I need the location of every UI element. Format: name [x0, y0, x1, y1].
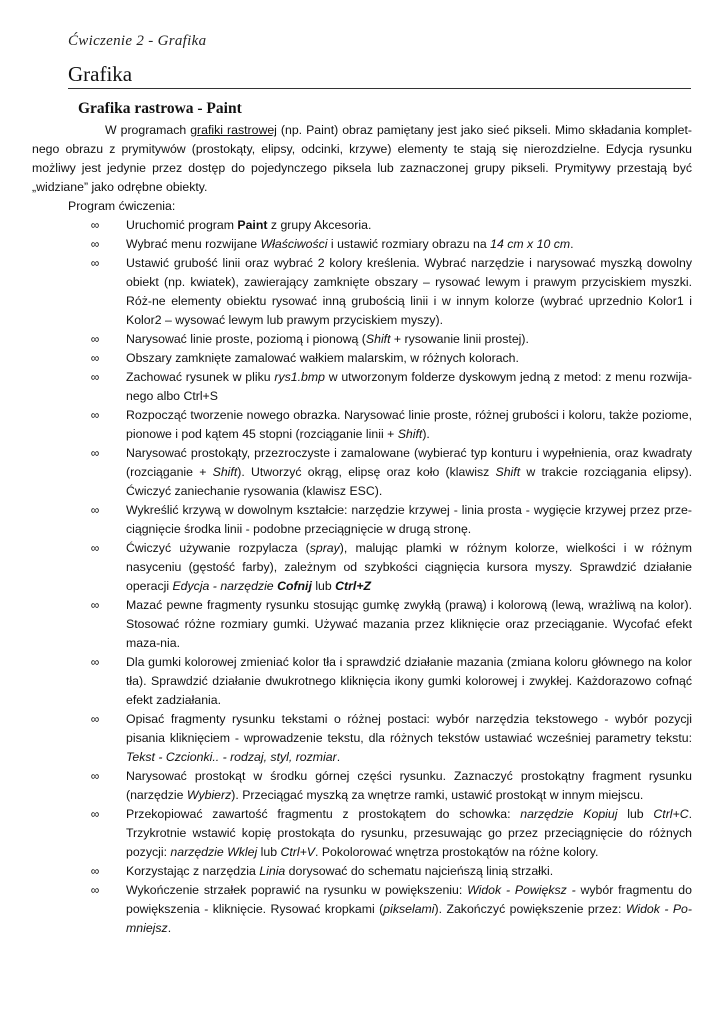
task-item [32, 216, 692, 235]
task-text: Shift [397, 427, 423, 441]
task-text: pikselami [383, 902, 435, 916]
infinity-bullet-icon: ∞ [90, 408, 100, 422]
infinity-bullet-icon: ∞ [90, 370, 100, 384]
task-text: narzędzie Wklej [170, 845, 258, 859]
task-text: Przekopiować zawartość fragmentu z prostokątem do schowka: [126, 807, 521, 821]
task-text: Właściwości [260, 237, 328, 251]
infinity-bullet-icon: ∞ [90, 864, 100, 878]
task-text: w utworzonym folderze dyskowym jedną z metod: z menu rozwija-nego albo Ctrl+S [126, 370, 692, 403]
raster-graphics-link: grafiki rastrowej [190, 123, 277, 137]
task-text: wybór fragmentu do powiększenia - kliknięcie. Rysować kropkami ( [126, 883, 692, 916]
task-text: Widok - Powiększ - [467, 883, 576, 897]
task-text: rys1.bmp [274, 370, 325, 384]
task-text: . [336, 750, 341, 764]
task-text: lub [257, 845, 281, 859]
task-text: ). [422, 427, 430, 441]
infinity-bullet-icon: ∞ [90, 256, 100, 270]
task-item [32, 254, 692, 330]
task-text: spray [309, 541, 340, 555]
task-item [32, 444, 692, 501]
task-text: . [167, 921, 172, 935]
intro-text-before: W programach [105, 123, 191, 137]
task-text: Opisać fragmenty rysunku tekstami o różnej postaci: wybór narzędzia tekstowego - wybór pozycji pisania kliknięciem - wprowadzenie tekstu, dla różnych tekstów ustawiać wcześniej parametry tekstu: [126, 712, 692, 745]
infinity-bullet-icon: ∞ [90, 655, 100, 669]
task-text: . Pokolorować wnętrza prostokątów na różne kolory. [314, 845, 599, 859]
task-text: Wykończenie strzałek poprawić na rysunku w powiększeniu: [126, 883, 468, 897]
task-list [32, 216, 692, 938]
task-text: ), malując plamki w różnym kolorze, wielkości i w różnym nasyceniu (gęstość farby), zależnym od szybkości ciągnięcia kursora myszy. Sprawdzić działanie operacji [126, 541, 692, 593]
task-text: Wykreślić krzywą w dowolnym kształcie: narzędzie krzywej - linia prosta - wygięcie krzywej przez prze-ciągnięcie środka linii - podobne przeciągnięcie w drugą stronę. [126, 503, 692, 536]
task-text: lub [311, 579, 336, 593]
infinity-bullet-icon: ∞ [90, 237, 100, 251]
task-text: i ustawić rozmiary obrazu na [327, 237, 491, 251]
intro-paragraph [32, 121, 692, 197]
running-header: Ćwiczenie 2 - Grafika [68, 33, 207, 49]
infinity-bullet-icon: ∞ [90, 883, 100, 897]
task-text: Ctrl+Z [335, 579, 372, 593]
task-text: ). Przeciągać myszką za wnętrze ramki, ustawić prostokąt w innym miejscu. [231, 788, 644, 802]
task-text: ). Zakończyć powiększenie przez: [434, 902, 626, 916]
infinity-bullet-icon: ∞ [90, 332, 100, 346]
task-item [32, 710, 692, 767]
task-text: Cofnij [277, 579, 312, 593]
task-item [32, 805, 692, 862]
task-text: w trakcie rozciągania elipsy). Ćwiczyć zaniechanie rysowania (klawisz ESC). [126, 465, 692, 498]
infinity-bullet-icon: ∞ [90, 541, 100, 555]
task-item [32, 501, 692, 539]
infinity-bullet-icon: ∞ [90, 807, 100, 821]
task-item [32, 596, 692, 653]
task-text: Edycja - narzędzie [172, 579, 278, 593]
task-text: 14 cm x 10 cm [490, 237, 571, 251]
task-text: Narysować prostokąt w środku górnej części rysunku. Zaznaczyć prostokątny fragment rysunku (narzędzie [126, 769, 692, 802]
task-text: Dla gumki kolorowej zmieniać kolor tła i sprawdzić działanie mazania (zmiana koloru głównego na kolor tła). Sprawdzić działanie dwukrotnego kliknięcia ikony gumki kolorowej i zwykłej. Każdorazowo cofnąć efekt zadziałania. [126, 655, 692, 707]
task-text: Ctrl+C [653, 807, 689, 821]
task-text: Narysować linie proste, poziomą i pionową ( [126, 332, 366, 346]
task-item [32, 653, 692, 710]
task-text: Rozpocząć tworzenie nowego obrazka. Narysować linie proste, różnej grubości i koloru, także poziome, pionowe i pod kątem 45 stopni (rozciąganie linii + [126, 408, 692, 441]
infinity-bullet-icon: ∞ [90, 598, 100, 612]
task-text: Linia [259, 864, 286, 878]
task-text: Korzystając z narzędzia [126, 864, 260, 878]
infinity-bullet-icon: ∞ [90, 712, 100, 726]
task-text: Wybrać menu rozwijane [126, 237, 261, 251]
task-text: Ćwiczyć używanie rozpylacza ( [126, 541, 310, 555]
chapter-title: Grafika [68, 62, 691, 89]
intro-text-after: (np. Paint) obraz pamiętany jest jako sieć pikseli. Mimo składania komplet-nego obrazu z prymitywów (prostokąty, elipsy, odcinki, krzywe) elementy te stają się nierozdzielne. Edycja rysunku możliwy jest jedynie przez dostęp do pojedynczego piksela lub zaznaczonej grupy pikseli. Prymitywy przestają być „widziane” jako odrębne obiekty. [32, 123, 692, 194]
task-item [32, 235, 692, 254]
task-text: Ctrl+V [280, 845, 315, 859]
section-title: Grafika rastrowa - Paint [78, 100, 242, 117]
infinity-bullet-icon: ∞ [90, 446, 100, 460]
task-item [32, 406, 692, 444]
task-item [32, 862, 692, 881]
task-text: + rysowanie linii prostej). [390, 332, 529, 346]
task-text: Mazać pewne fragmenty rysunku stosując gumkę zwykłą (prawą) i kolorową (lewą, wrażliwą na kolor). Stosować różne rozmiary gumki. Używać mazania przez kliknięcie oraz przeciąganie. Wycofać efekt maza-nia. [126, 598, 692, 650]
task-text: Shift [495, 465, 521, 479]
task-text: dorysować do schematu najcieńszą linią strzałki. [285, 864, 554, 878]
task-item [32, 767, 692, 805]
task-text: ). Utworzyć okrąg, elipsę oraz koło (klawisz [237, 465, 496, 479]
task-text: Tekst - Czcionki.. - rodzaj, styl, rozmiar [126, 750, 337, 764]
task-text: Zachować rysunek w pliku [126, 370, 275, 384]
task-item [32, 368, 692, 406]
task-text: . [570, 237, 574, 251]
infinity-bullet-icon: ∞ [90, 218, 100, 232]
task-text: Shift [365, 332, 391, 346]
task-item [32, 539, 692, 596]
task-text: narzędzie Kopiuj [520, 807, 618, 821]
task-text: Wybierz [186, 788, 232, 802]
infinity-bullet-icon: ∞ [90, 503, 100, 517]
task-text: Widok - Po-mniejsz [126, 902, 692, 935]
task-text: Uruchomić program [126, 218, 238, 232]
task-text: lub [617, 807, 654, 821]
task-text: Shift [212, 465, 238, 479]
infinity-bullet-icon: ∞ [90, 351, 100, 365]
task-item [32, 881, 692, 938]
infinity-bullet-icon: ∞ [90, 769, 100, 783]
task-text: Ustawić grubość linii oraz wybrać 2 kolory kreślenia. Wybrać narzędzie i narysować myszką dowolny obiekt (np. kwiatek), zawierający zamknięte obszary – rysować lewym i prawym przyciskiem myszki. Róż-ne elementy obiektu rysować inną grubością linii i w innym kolorze (wybrać uprzednio Kolor1 i Kolor2 – wysować lewym lub prawym przyciskiem myszy). [126, 256, 692, 327]
task-text: . Trzykrotnie wstawić kopię prostokąta do rysunku, przesuwając go przez przeciągnięcie do różnych pozycji: [126, 807, 692, 859]
task-text: Narysować prostokąty, przezroczyste i zamalowane (wybierać typ konturu i wypełnienia, oraz kwadraty (rozciąganie + [126, 446, 692, 479]
task-item [32, 349, 692, 368]
task-item [32, 330, 692, 349]
task-text: Paint [237, 218, 268, 232]
task-text: Obszary zamknięte zamalować wałkiem malarskim, w różnych kolorach. [126, 351, 519, 365]
task-text: z grupy Akcesoria. [267, 218, 372, 232]
program-label: Program ćwiczenia: [68, 199, 176, 213]
document-body [32, 121, 692, 938]
